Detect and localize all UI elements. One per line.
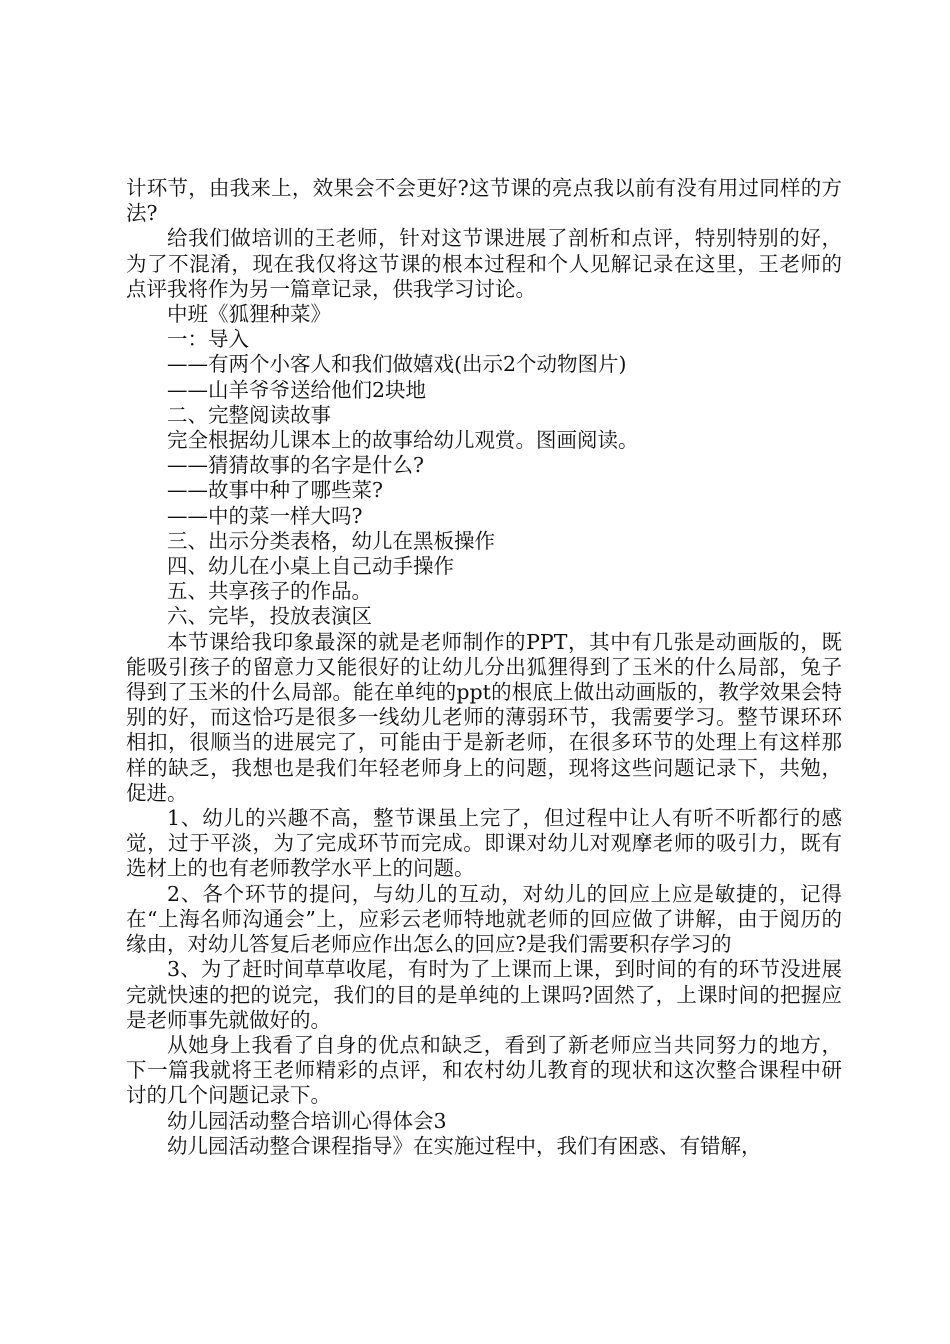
step-six-heading: 六、完毕，投放表演区 bbox=[167, 604, 372, 629]
paragraph-next-section: 幼儿园活动整合课程指导》在实施过程中，我们有困惑、有错解， bbox=[167, 1133, 762, 1158]
step-one-item-2: ——山羊爷爷送给他们2块地 bbox=[167, 377, 427, 402]
paragraph-conclusion: 从她身上我看了自身的优点和缺乏，看到了新老师应当共同努力的地方，下一篇我就将王老师精彩的点评，和农村幼儿教育的现状和这次整合课程中研讨的几个问题记录下。 bbox=[126, 1032, 842, 1108]
document-body bbox=[126, 176, 842, 1159]
paragraph-issue-1: 1、幼儿的兴趣不高，整节课虽上完了，但过程中让人有听不听都行的感觉，过于平淡，为了完成环节而完成。即课对幼儿对观摩老师的吸引力，既有选材上的也有老师教学水平上的问题。 bbox=[126, 806, 842, 881]
step-four-heading: 四、幼儿在小桌上自己动手操作 bbox=[167, 554, 454, 579]
step-two-item-1: ——猜猜故事的名字是什么? bbox=[167, 453, 424, 478]
lesson-title: 中班《狐狸种菜》 bbox=[167, 302, 331, 327]
step-two-description: 完全根据幼儿课本上的故事给幼儿观赏。图画阅读。 bbox=[167, 428, 639, 453]
step-two-heading: 二、完整阅读故事 bbox=[167, 402, 331, 427]
step-five-heading: 五、共享孩子的作品。 bbox=[167, 579, 372, 604]
paragraph-training-intro: 给我们做培训的王老师，针对这节课进展了剖析和点评，特别特别的好，为了不混淆，现在我仅将这节课的根本过程和个人见解记录在这里，王老师的点评我将作为另一篇章记录，供我学习讨论。 bbox=[126, 226, 842, 301]
section-heading: 幼儿园活动整合培训心得体会3 bbox=[167, 1108, 447, 1133]
paragraph-issue-2: 2、各个环节的提问，与幼儿的互动，对幼儿的回应上应是敏捷的，记得在“上海名师沟通会”上，应彩云老师特地就老师的回应做了讲解，由于阅历的缘由，对幼儿答复后老师应作出怎么的回应?是我们需要积存学习的 bbox=[126, 881, 842, 957]
paragraph-continuation: 计环节，由我来上，效果会不会更好?这节课的亮点我以前有没有用过同样的方法? bbox=[126, 176, 842, 226]
step-two-item-2: ——故事中种了哪些菜? bbox=[167, 478, 383, 503]
step-three-heading: 三、出示分类表格，幼儿在黑板操作 bbox=[167, 528, 495, 553]
step-one-heading: 一：导入 bbox=[167, 327, 249, 352]
paragraph-reflection: 本节课给我印象最深的就是老师制作的PPT，其中有几张是动画版的，既能吸引孩子的留意力又能很好的让幼儿分出狐狸得到了玉米的什么局部，兔子得到了玉米的什么局部。能在单纯的ppt的根底上做出动画版的，教学效果会特别的好，而这恰巧是很多一线幼儿老师的薄弱环节，我需要学习。整节课环环相扣，很顺当的进展完了，可能由于是新老师，在很多环节的处理上有这样那样的缺乏，我想也是我们年轻老师身上的问题，现将这些问题记录下，共勉，促进。 bbox=[126, 629, 842, 805]
step-one-item-1: ——有两个小客人和我们做嬉戏(出示2个动物图片) bbox=[167, 352, 627, 377]
step-two-item-3: ——中的菜一样大吗? bbox=[167, 503, 363, 528]
paragraph-issue-3: 3、为了赶时间草草收尾，有时为了上课而上课，到时间的有的环节没进展完就快速的把的说完，我们的目的是单纯的上课吗?固然了，上课时间的把握应是老师事先就做好的。 bbox=[126, 957, 842, 1032]
